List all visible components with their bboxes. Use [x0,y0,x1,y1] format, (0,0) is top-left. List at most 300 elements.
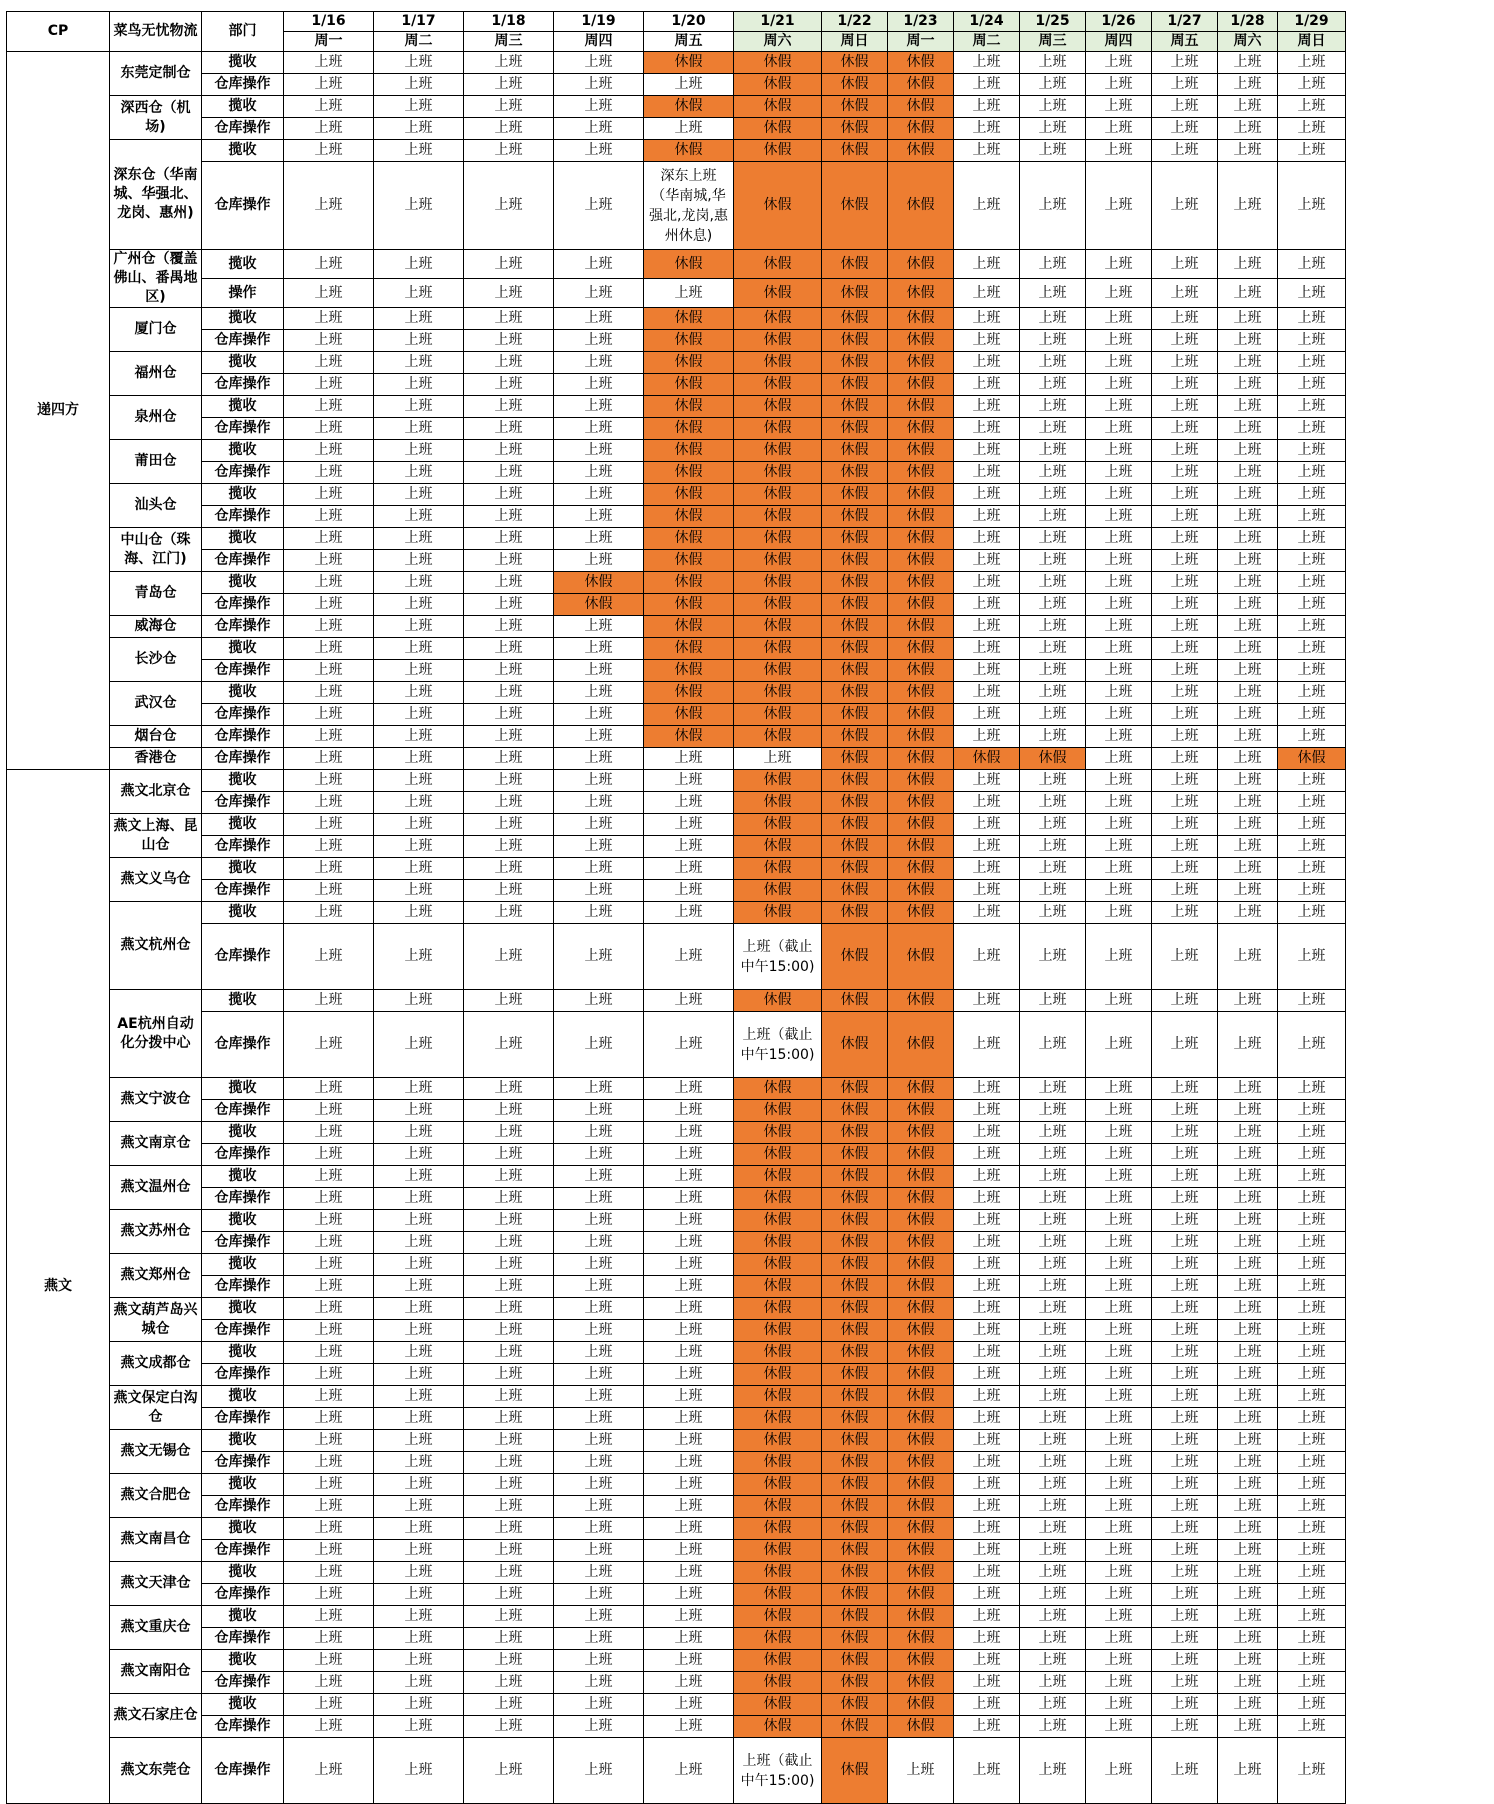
schedule-cell: 上班 [284,594,374,616]
schedule-cell: 上班 [554,1144,644,1166]
schedule-cell: 休假 [734,1518,822,1540]
schedule-cell: 上班 [284,1562,374,1584]
schedule-cell: 上班 [954,1650,1020,1672]
schedule-cell: 上班 [1278,1298,1346,1320]
schedule-cell: 上班 [644,1144,734,1166]
schedule-cell: 上班 [374,1694,464,1716]
schedule-cell: 休假 [888,1122,954,1144]
schedule-cell: 休假 [554,572,644,594]
schedule-cell: 上班 [1086,1144,1152,1166]
schedule-cell: 休假 [822,550,888,572]
schedule-cell: 上班 [954,118,1020,140]
schedule-cell: 上班 [1020,770,1086,792]
schedule-cell: 上班 [1278,352,1346,374]
schedule-cell: 上班 [374,1210,464,1232]
schedule-cell: 上班 [1278,74,1346,96]
schedule-cell: 上班 [374,880,464,902]
schedule-cell: 上班 [1020,1078,1086,1100]
schedule-cell: 上班 [1086,528,1152,550]
schedule-cell: 上班 [1152,1166,1218,1188]
schedule-cell: 上班 [284,374,374,396]
schedule-cell: 上班 [1218,1430,1278,1452]
schedule-cell: 上班 [374,858,464,880]
schedule-cell: 上班 [1218,1474,1278,1496]
department-label: 揽收 [202,440,284,462]
schedule-cell: 休假 [822,1188,888,1210]
schedule-cell: 上班 [1152,1650,1218,1672]
schedule-cell: 上班 [1278,1738,1346,1804]
schedule-cell: 上班 [1020,1012,1086,1078]
header-date: 1/29 [1278,12,1346,32]
schedule-cell: 上班 [1278,990,1346,1012]
schedule-cell: 上班 [1278,1122,1346,1144]
schedule-cell: 休假 [734,660,822,682]
schedule-cell: 休假 [822,1540,888,1562]
schedule-cell: 上班 [1278,418,1346,440]
schedule-cell: 上班 [954,792,1020,814]
schedule-cell: 上班 [374,990,464,1012]
schedule-cell: 上班 [554,279,644,308]
schedule-cell: 上班 [1218,858,1278,880]
schedule-cell: 上班 [1152,1562,1218,1584]
schedule-cell: 休假 [734,462,822,484]
schedule-cell: 休假 [734,418,822,440]
schedule-cell: 上班 [554,1210,644,1232]
schedule-cell: 上班 [284,1012,374,1078]
schedule-cell: 休假 [888,1254,954,1276]
schedule-cell: 上班 [284,902,374,924]
department-label: 揽收 [202,1694,284,1716]
table-row [7,1122,1346,1144]
schedule-cell: 上班 [1152,1232,1218,1254]
department-label: 仓库操作 [202,792,284,814]
schedule-cell: 休假 [644,462,734,484]
schedule-cell: 上班 [374,1408,464,1430]
schedule-cell: 休假 [734,250,822,279]
warehouse-name: 燕文葫芦岛兴城仓 [110,1298,202,1342]
department-label: 仓库操作 [202,1452,284,1474]
schedule-cell: 上班 [644,1518,734,1540]
department-label: 仓库操作 [202,880,284,902]
schedule-cell: 上班 [464,1518,554,1540]
warehouse-name: 燕文义乌仓 [110,858,202,902]
schedule-cell: 上班 [1278,880,1346,902]
schedule-cell: 休假 [734,550,822,572]
schedule-cell: 休假 [734,330,822,352]
schedule-cell: 上班 [644,1364,734,1386]
schedule-cell: 上班 [954,660,1020,682]
schedule-cell: 上班 [1152,616,1218,638]
schedule-cell: 上班 [1152,330,1218,352]
schedule-cell: 上班 [954,990,1020,1012]
schedule-cell: 上班 [554,1012,644,1078]
schedule-cell: 休假 [822,330,888,352]
schedule-cell: 休假 [734,880,822,902]
schedule-cell: 上班 [284,1144,374,1166]
schedule-cell: 上班 [954,162,1020,250]
schedule-cell: 上班 [554,440,644,462]
schedule-cell: 上班 [464,902,554,924]
schedule-cell: 上班 [644,279,734,308]
schedule-cell: 上班 [554,1386,644,1408]
schedule-cell: 上班 [1278,902,1346,924]
schedule-cell: 上班 [284,1210,374,1232]
department-label: 揽收 [202,140,284,162]
schedule-cell: 上班 [464,118,554,140]
table-row [7,748,1346,770]
schedule-cell: 上班 [644,1386,734,1408]
table-row [7,1254,1346,1276]
schedule-cell: 上班 [1278,1320,1346,1342]
schedule-cell: 休假 [734,726,822,748]
schedule-cell: 休假 [888,1562,954,1584]
table-row [7,902,1346,924]
schedule-cell: 上班 [1278,396,1346,418]
schedule-cell: 上班 [554,616,644,638]
schedule-cell: 上班 [954,858,1020,880]
schedule-cell: 上班 [554,1188,644,1210]
schedule-cell: 上班 [1020,140,1086,162]
schedule-cell: 休假 [888,1144,954,1166]
schedule-cell: 上班 [1020,1540,1086,1562]
schedule-cell: 上班 [1020,924,1086,990]
schedule-cell: 上班 [1218,1650,1278,1672]
schedule-cell: 上班 [1152,792,1218,814]
schedule-cell: 上班 [284,528,374,550]
schedule-cell: 休假 [734,814,822,836]
schedule-cell: 上班 [464,140,554,162]
schedule-cell: 上班 [1278,330,1346,352]
header-date: 1/25 [1020,12,1086,32]
schedule-cell: 上班 [374,528,464,550]
schedule-cell: 上班 [1152,1342,1218,1364]
schedule-cell: 上班 [1218,902,1278,924]
schedule-cell: 上班 [284,96,374,118]
schedule-cell: 上班 [1152,1386,1218,1408]
schedule-cell: 上班 [1152,572,1218,594]
schedule-cell: 上班 [954,330,1020,352]
header-weekday: 周六 [734,32,822,52]
schedule-cell: 上班 [554,792,644,814]
schedule-cell: 休假 [822,1738,888,1804]
schedule-cell: 休假 [888,1650,954,1672]
schedule-cell: 上班 [1278,1628,1346,1650]
schedule-cell: 上班 [464,814,554,836]
schedule-cell: 上班 [374,1254,464,1276]
schedule-cell: 上班 [1218,418,1278,440]
schedule-cell: 上班 [1278,858,1346,880]
schedule-cell: 上班 [1278,506,1346,528]
warehouse-name: 广州仓（覆盖佛山、番禺地区) [110,250,202,308]
schedule-cell: 休假 [644,506,734,528]
schedule-cell: 休假 [888,1166,954,1188]
schedule-cell: 上班 [1278,1474,1346,1496]
table-row [7,660,1346,682]
schedule-cell: 休假 [888,1386,954,1408]
schedule-cell: 上班 [1020,572,1086,594]
schedule-cell: 上班 [284,1606,374,1628]
schedule-cell: 上班 [644,1716,734,1738]
table-row [7,1012,1346,1078]
schedule-cell: 上班 [1152,1320,1218,1342]
schedule-cell: 上班 [1278,162,1346,250]
table-row [7,814,1346,836]
schedule-cell: 上班 [1152,484,1218,506]
schedule-cell: 上班 [1086,858,1152,880]
schedule-cell: 上班 [284,1540,374,1562]
schedule-cell: 上班 [1152,1364,1218,1386]
schedule-cell: 休假 [644,396,734,418]
warehouse-name: 威海仓 [110,616,202,638]
table-row [7,792,1346,814]
schedule-cell: 上班 [1152,1672,1218,1694]
schedule-cell: 休假 [822,506,888,528]
schedule-cell: 上班 [1152,96,1218,118]
schedule-cell: 上班 [1152,140,1218,162]
table-row [7,250,1346,279]
schedule-cell: 休假 [888,162,954,250]
schedule-cell: 上班 [1278,1342,1346,1364]
warehouse-name: 青岛仓 [110,572,202,616]
schedule-cell: 上班 [1278,1430,1346,1452]
table-row [7,462,1346,484]
schedule-cell: 上班 [1278,1584,1346,1606]
table-row [7,1298,1346,1320]
schedule-cell: 上班 [1278,1210,1346,1232]
schedule-cell: 休假 [822,528,888,550]
schedule-cell: 上班 [644,1672,734,1694]
schedule-cell: 休假 [822,1298,888,1320]
schedule-cell: 上班 [554,162,644,250]
schedule-cell: 上班 [1086,1496,1152,1518]
schedule-cell: 休假 [644,682,734,704]
schedule-cell: 上班 [1278,660,1346,682]
schedule-cell: 上班 [1218,1738,1278,1804]
schedule-cell: 上班 [1218,440,1278,462]
schedule-cell: 上班 [1020,52,1086,74]
schedule-cell: 上班 [284,550,374,572]
department-label: 揽收 [202,572,284,594]
department-label: 仓库操作 [202,1540,284,1562]
schedule-cell: 上班 [644,1012,734,1078]
cp-label: 燕文 [7,770,110,1804]
schedule-cell: 上班 [1218,52,1278,74]
schedule-cell: 休假 [822,1386,888,1408]
schedule-cell: 上班 [954,1694,1020,1716]
schedule-cell: 休假 [822,814,888,836]
schedule-cell: 上班 [284,462,374,484]
schedule-cell: 上班 [644,118,734,140]
department-label: 揽收 [202,396,284,418]
schedule-cell: 休假 [888,1364,954,1386]
warehouse-name: 东莞定制仓 [110,52,202,96]
schedule-cell: 上班 [464,572,554,594]
header-weekday: 周日 [1278,32,1346,52]
schedule-cell: 上班 [1278,250,1346,279]
schedule-cell: 休假 [822,462,888,484]
schedule-cell: 上班 [1152,279,1218,308]
schedule-cell: 上班 [954,462,1020,484]
header-weekday: 周五 [644,32,734,52]
schedule-cell: 上班 [954,1320,1020,1342]
schedule-cell: 上班 [1218,506,1278,528]
schedule-cell: 上班 [464,1672,554,1694]
warehouse-name: 燕文石家庄仓 [110,1694,202,1738]
schedule-cell: 上班 [644,1474,734,1496]
schedule-cell: 休假 [822,660,888,682]
schedule-cell: 休假 [822,96,888,118]
schedule-cell: 上班 [374,594,464,616]
header-weekday: 周三 [464,32,554,52]
schedule-cell: 上班 [1218,352,1278,374]
schedule-cell: 休假 [734,1430,822,1452]
schedule-cell: 休假 [822,1606,888,1628]
schedule-cell: 上班 [284,1452,374,1474]
schedule-cell: 上班 [1278,616,1346,638]
schedule-cell: 休假 [734,1342,822,1364]
schedule-cell: 休假 [822,836,888,858]
schedule-cell: 休假 [1020,748,1086,770]
schedule-cell: 上班 [1086,418,1152,440]
schedule-cell: 上班 [1152,770,1218,792]
schedule-cell: 上班 [1278,1540,1346,1562]
schedule-cell: 上班 [1086,1650,1152,1672]
schedule-cell: 上班 [954,726,1020,748]
schedule-cell: 上班 [644,1100,734,1122]
schedule-cell: 上班 [1278,792,1346,814]
schedule-cell: 上班 [284,1100,374,1122]
schedule-cell: 上班 [1218,660,1278,682]
schedule-cell: 上班 [1020,880,1086,902]
schedule-cell: 休假 [888,1210,954,1232]
department-label: 揽收 [202,902,284,924]
department-label: 揽收 [202,352,284,374]
schedule-cell: 上班 [1152,1012,1218,1078]
schedule-cell: 上班 [284,858,374,880]
schedule-cell: 上班 [1020,1144,1086,1166]
schedule-cell: 上班 [1152,726,1218,748]
schedule-cell: 上班 [554,726,644,748]
schedule-cell: 上班 [1218,1320,1278,1342]
schedule-cell: 休假 [644,528,734,550]
schedule-cell: 上班 [1020,990,1086,1012]
schedule-cell: 上班 [644,1694,734,1716]
schedule-cell: 休假 [822,880,888,902]
schedule-cell: 休假 [822,902,888,924]
schedule-cell: 上班 [1086,1276,1152,1298]
table-row [7,1430,1346,1452]
schedule-cell: 上班 [464,440,554,462]
schedule-cell: 休假 [734,528,822,550]
schedule-cell: 休假 [822,162,888,250]
schedule-cell: 上班 [1278,1496,1346,1518]
schedule-cell: 上班 [644,1408,734,1430]
schedule-cell: 上班 [284,396,374,418]
warehouse-name: 烟台仓 [110,726,202,748]
schedule-cell: 上班 [554,506,644,528]
schedule-cell: 上班 [644,1562,734,1584]
schedule-cell: 上班 [1086,279,1152,308]
schedule-cell: 上班 [1278,1012,1346,1078]
schedule-cell: 休假 [822,1408,888,1430]
department-label: 揽收 [202,682,284,704]
holiday-schedule-table [6,11,1346,1804]
schedule-cell: 上班 [554,308,644,330]
schedule-cell: 休假 [734,440,822,462]
table-row [7,279,1346,308]
schedule-cell: 休假 [822,682,888,704]
table-row [7,1496,1346,1518]
department-label: 揽收 [202,96,284,118]
schedule-cell: 上班 [1086,1518,1152,1540]
schedule-cell: 上班 [1020,279,1086,308]
schedule-cell: 上班 [554,1364,644,1386]
schedule-cell: 上班 [1278,704,1346,726]
schedule-cell: 上班 [1020,1166,1086,1188]
schedule-cell: 上班 [1086,506,1152,528]
schedule-cell: 上班 [374,1606,464,1628]
department-label: 揽收 [202,990,284,1012]
schedule-cell: 上班 [374,704,464,726]
schedule-cell: 上班 [1020,1232,1086,1254]
schedule-cell: 上班 [1020,374,1086,396]
table-row [7,1364,1346,1386]
schedule-cell: 上班 [554,1496,644,1518]
schedule-cell: 上班 [954,528,1020,550]
schedule-cell: 上班 [1020,1628,1086,1650]
header-weekday: 周一 [284,32,374,52]
schedule-cell: 上班 [554,118,644,140]
schedule-cell: 上班 [1152,440,1218,462]
schedule-cell: 上班 [554,550,644,572]
schedule-cell: 上班 [1020,792,1086,814]
schedule-cell: 上班 [1152,418,1218,440]
schedule-cell: 上班 [374,330,464,352]
schedule-cell: 上班 [554,990,644,1012]
schedule-cell: 休假 [888,858,954,880]
schedule-cell: 上班 [1278,1232,1346,1254]
schedule-cell: 上班 [1086,250,1152,279]
schedule-cell: 休假 [888,682,954,704]
schedule-cell: 休假 [822,1452,888,1474]
schedule-cell: 上班 [464,1496,554,1518]
schedule-cell: 上班 [644,902,734,924]
department-label: 仓库操作 [202,1672,284,1694]
department-label: 仓库操作 [202,418,284,440]
warehouse-name: 燕文郑州仓 [110,1254,202,1298]
schedule-cell: 上班 [374,638,464,660]
schedule-cell: 上班 [284,1386,374,1408]
schedule-cell: 上班 [1086,1408,1152,1430]
schedule-cell: 上班 [554,52,644,74]
schedule-cell: 上班 [1218,1342,1278,1364]
table-row [7,704,1346,726]
department-label: 仓库操作 [202,924,284,990]
schedule-cell: 上班 [554,528,644,550]
schedule-cell: 上班 [1278,1716,1346,1738]
schedule-cell: 上班 [554,1738,644,1804]
schedule-cell: 上班 [954,1518,1020,1540]
schedule-cell: 上班 [1278,279,1346,308]
department-label: 揽收 [202,250,284,279]
schedule-cell: 上班 [1218,682,1278,704]
schedule-cell: 上班 [1278,594,1346,616]
schedule-cell: 上班 [464,250,554,279]
schedule-cell: 上班 [1278,1144,1346,1166]
schedule-cell: 上班 [1020,1386,1086,1408]
schedule-cell: 上班 [954,352,1020,374]
schedule-cell: 上班 [464,484,554,506]
